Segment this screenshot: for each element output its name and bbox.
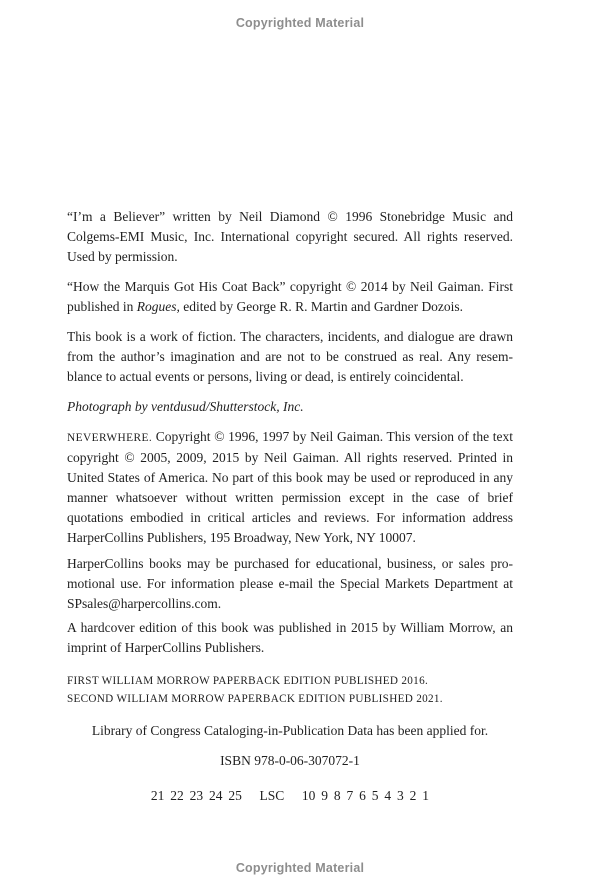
- library-of-congress-line: Library of Congress Cataloging-in-Publication Data has been applied for.: [91, 723, 489, 738]
- isbn-line: ISBN 978-0-06-307072-1: [220, 753, 360, 768]
- fiction-disclaimer-text: This book is a work of fiction. The characters, incidents, and dialogue are drawn from the author’s imagination and are not to be construed as real. Any resemblance to actual events or persons, living or dead, is entirely coincidental.: [67, 329, 513, 384]
- edition-line-first: FIRST WILLIAM MORROW PAPERBACK EDITION PUBLISHED 2016.: [67, 675, 429, 687]
- photo-credit-text: Photograph by ventdusud/Shutterstock, Inc.: [67, 399, 304, 414]
- special-markets-text: HarperCollins books may be purchased for educational, business, or sales promotional use. For information please e-mail the Special Markets Department at SPsales@harpercollins.com.: [67, 556, 513, 611]
- paragraph-photo-credit: [67, 397, 513, 417]
- song-credit-text: “I’m a Believer” written by Neil Diamond © 1996 Stonebridge Music and Colgems-EMI Music, Inc. International copyright secured. All rights reserved. Used by permission.: [67, 209, 513, 264]
- copyright-page-text-block: [67, 207, 513, 806]
- book-title-smallcaps: NEVERWHERE.: [67, 432, 153, 444]
- edition-statements: [67, 672, 513, 708]
- copyrighted-material-watermark-bottom: Copyrighted Material: [235, 861, 365, 875]
- copyrighted-material-watermark-top: Copyrighted Material: [235, 16, 365, 30]
- paragraph-story-credit: [67, 277, 513, 317]
- story-credit-text-2: edited by George R. R. Martin and Gardner Dozois.: [179, 299, 464, 314]
- story-credit-text-1: “How the Marquis Got His Coat Back” copyright © 2014 by Neil Gaiman. First published in: [67, 279, 513, 314]
- copyright-notice-text: Copyright © 1996, 1997 by Neil Gaiman. This version of the text copyright © 2005, 2009, 2015 by Neil Gaiman. All rights reserved. Printed in United States of America. No part of this book may be used or reproduced in any manner whatsoever without written permission except in the case of brief quotations embodied in critical articles and reviews. For information address HarperCollins Publishers, 195 Broadway, New York, NY 10007.: [67, 429, 513, 545]
- paragraph-song-credit: [67, 207, 513, 267]
- paragraph-hardcover-note: [67, 618, 513, 658]
- hardcover-note-text: A hardcover edition of this book was published in 2015 by William Morrow, an imprint of HarperCollins Publishers.: [67, 620, 513, 655]
- paragraph-fiction-disclaimer: [67, 327, 513, 387]
- printers-key-line: 21 22 23 24 25 LSC 10 9 8 7 6 5 4 3 2 1: [150, 788, 430, 803]
- edition-line-second: SECOND WILLIAM MORROW PAPERBACK EDITION PUBLISHED 2021.: [67, 693, 443, 705]
- paragraph-special-markets: [67, 554, 513, 614]
- paragraph-copyright-notice: [67, 427, 513, 548]
- anthology-title-italic: Rogues,: [136, 299, 180, 314]
